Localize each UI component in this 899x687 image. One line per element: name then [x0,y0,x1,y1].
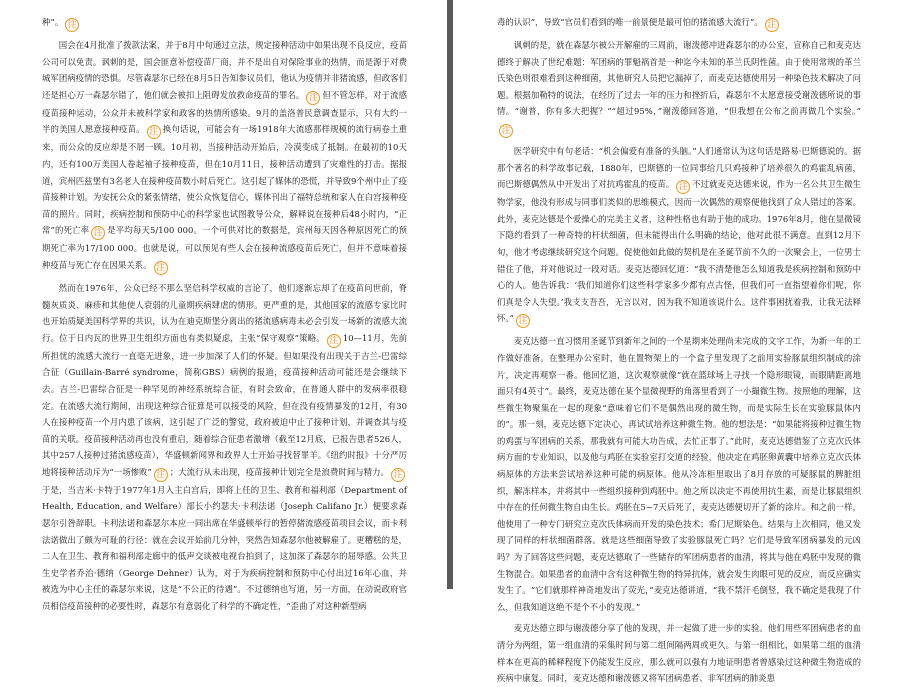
paragraph-text: 讽刺的是，就在森瑟尔被公开解雇的三周前，谢泼德冲进森瑟尔的办公室，宣称自己和麦克达德终于解决了世纪难题：军团病的罪魁祸首是一种迄今未知的革兰氏阴性菌。由于使用常规的革兰氏染色则很难看到这种细菌，其他研究人员把它漏掉了，而麦克达德使用另一种染色技术解决了问题。根据加勒特的说法，在经历了过去一年的压力和挫折后，森瑟尔不太愿意接受谢泼德所说的事情。“谢普，你有多大把握？”“超过95%，”谢泼德回答道，“但我想在公布之前再做几个实验。” [497,40,861,117]
paragraph-text: 麦克达德一直习惯用圣诞节到新年之间的一个星期来处理尚未完成的文字工作，为新一年的工作做好准备。在整理办公室时，他在置物架上的一个盒子里发现了之前用实验豚鼠组织制成的涂片，决定再观察一番。他回忆道，这次观察就像“就在篮球场上寻找一个隐形眼镜，而眼睛距离地面只有4英寸”。最终，麦克达德在某个显微视野的角落里看到了一小撮微生物。按照他的理解，这些微生物聚集在一起的现象“意味着它们不是偶然出现的微生物，而是实际生长在实验豚鼠体内的”。那一刻，麦克达德下定决心，再试试培养这种微生物。他的想法是：“如果能将接种过微生物的鸡蛋与军团病的关系，那我就有可能大功告成，去忙正事了。”此时，麦克达德借鉴了立克次氏体病方面的专业知识，以及他与鸡胚在实验室打交道的经验，他决定在鸡胚卵黄囊中培养立克次氏体病原体的方法来尝试培养这种可能的病原体。他从冷冻柜里取出了8月存放的可疑豚鼠的脾脏组织，解冻样本，并将其中一些组织接种到鸡胚中。他之所以决定不再使用抗生素，而是让豚鼠组织中存在的任何微生物自由生长。鸡胚在5~7天后死了，麦克达德便切开了新的涂片。和之前一样，他使用了一种专门研究立克次氏体病而开发的染色技术；希门尼斯染色。结果与上次相同，他又发现了同样的杆状细菌群落。就是这些细菌导致了实验豚鼠死亡吗？它们是导致军团病暴发的元凶吗？为了回答这些问题，麦克达德取了一些储存的军团病患者的血清，将其与他在鸡胚中发现的微生物混合。如果患者的血清中含有这种微生物的特异抗体，就会发生肉眼可见的反应，而反应确实发生了。“它们就那样神奇地发出了荧光，”麦克达德讲道，“我不禁汗毛倒竖，我不确定是我现了什么，但我知道这绝不是个不小的发现。” [497,336,861,612]
paragraph-text: 不过就麦克达德来说，作为一名公共卫生微生物学家，他没有形成与同事们类似的思维模式，因而一次偶然的观察便他找到了众人错过的答案。此外，麦克达德是个爱操心的完美主义者，这种性格也有助于他的成功。1976年8月，他在显微镜下隐约看到了一种奇特的杆状细菌，但未能得出什么明确的结论，他对此很不满意。直到12月下旬，他才考虑继续研究这个问题。促使他如此做的契机是在圣诞节前不久的一次聚会上，一位男士错住了他，并对他说过一段对话。麦克达德回忆道：“我不清楚他怎么知道我是疾病控制和预防中心的人。他告诉我：‘我们知道你们这些科学家多少都有点古怪，但我们可一直指望着你们呢，你们真是令人失望。’我支支吾吾，无言以对，因为我不知道该说什么。这件事困扰着我，让我无法释怀。” [497,179,861,324]
paragraph-text: 是平均每天5/100 000。一个可供对比的数据是，宾州每天因各种原因死亡的预期死亡率为17/100 000。也就是说，可以预见有些人会在接种流感疫苗后死亡，但并不意味着接种疫苗与死亡存在因果关系。 [42,225,407,270]
paragraph-text: 但不管怎样，对于流感疫苗接种运动，公众并未被科学家和政客的热情所感染。9月的盖洛普民意调查显示，只有大约一半的美国人愿意接种疫苗。 [42,89,407,135]
paragraph-text: 医学研究中有句老话：“机会偏爱有准备的头脑。”人们通常认为这句话是路易·巴斯德说的。据那个著名的科学故事记载，1880年，巴斯德的一位同事给几只鸡接种了培养很久的鸡霍乱病菌，而巴斯德偶然从中开发出了对抗鸡霍乱的疫苗。 [497,145,861,190]
paragraph-text: 麦克达德立即与谢泼德分享了他的发现，并一起做了进一步的实验。他们用些军团病患者的血清分为两组，第一组血清的采集时间与第二组间隔两周或更久。与第一组相比，如果第二组的血清样本在更高的稀释程度下仍能发生反应，那么就可以强有力地证明患者曾感染过这种微生物造成的疾病中康复。同时，麦克达德和谢泼德又将军团病患者、非军团病的肺炎患 [497,623,861,684]
paragraph-text: 10—11月，先前所担忧的流感大流行一直毫无进象，进一步加深了人们的怀疑。但如果没有出现关于吉兰-巴雷综合征（Guillain-Barré syndrome，简称GBS）病例的报道，疫苗接种活动可能还是会继续下去。吉兰-巴雷综合征是一种罕见的神经系统综合征，有时会致命，在普通人群中的发病率很稳定。在流感大流行期间，出现这种综合征算是可以接受的风险，但在没有疫情暴发的12月，有30人在接种疫苗一个月内患了该病，这引起了广泛的警觉，政府被迫中止了接种计划，并调查其与疫苗的关联。疫苗接种活动再也没有重启，随着综合征患者激增（截至12月底，已报告患者526人，其中257人接种过猪流感疫苗），华盛顿新闻界和政界人士开始寻找替罪羊。《纽约时报》十分严厉地将接种活动斥为“一场惨败” [42,332,408,477]
body-paragraph [497,37,861,138]
footnote-icon[interactable]: 注 [765,18,779,32]
footnote-icon[interactable]: 注 [676,180,690,194]
paragraph-text: 毒的认识”，导致“官员们看到的唯一前景便是最可怕的猪流感大流行”。 [497,17,763,27]
body-paragraph [497,14,861,32]
paragraph-text: 种”。 [42,17,64,27]
body-paragraph [42,37,407,275]
footnote-icon[interactable]: 注 [499,124,513,138]
right-page [453,0,899,684]
footnote-icon[interactable]: 注 [154,261,168,275]
paragraph-text: ；大流行从未出现，疫苗接种计划完全是浪费时间与精力。 [169,466,389,477]
body-paragraph [42,280,407,615]
left-page [0,0,447,612]
footnote-icon[interactable]: 注 [147,125,161,139]
footnote-icon[interactable]: 注 [327,334,341,348]
footnote-icon[interactable]: 注 [65,18,79,32]
paragraph-text: 国会在4月批准了拨款法案，并于8月中旬通过立法，规定接种活动中如果出现不良反应，疫苗公司可以免责。讽刺的是，国会匪意补偿疫苗厂商，并不是出自对保险事业的热情，而是源于对费城军团病疫情的恐惧。尽管森瑟尔已经在8月5日告知参议员们，他认为疫情并非猪流感，但政客们还是担心万一森瑟尔错了，他们就会被扣上阻碍发放救命疫苗的罪名。 [42,40,407,100]
footnote-icon[interactable]: 注 [391,468,405,482]
footnote-icon[interactable]: 注 [154,468,168,482]
body-paragraph [497,333,861,615]
footnote-icon[interactable]: 注 [306,91,320,105]
paragraph-text: 然而在1976年，公众已经不那么坚信科学权威的言论了，他们逐渐忘却了在疫苗问世前，脊髓灰质炎、麻疹和其他使人衰弱的儿童期疾病肆虐的情形。更严重的是，其他国家的流感专家比时也开始质疑美国科学界的共识，认为在迪克斯堡分离出的猪流感病毒未必会引发一场新的流感大流行。位于日内瓦的世界卫生组织方面也有类似疑虑，主张“保守观察”策略。 [42,282,407,343]
paragraph-text: 换句话说，可能会有一场1918年大流感那样规模的流行病卷土重来，而公众的反应却是不屑一顾。10月初，当接种活动开始后，冷漠变成了抵制。在最初的10天内，还有100万美国人卷起袖子接种疫苗，但在10月11日，接种活动遭到了灾难性的打击。据报道，宾州匹兹堡有3名老人在接种疫苗数小时后死亡。这引起了媒体的恐慌，并导致9个州中止了疫苗接种计划。为安抚公众的紧张情绪，使公众恢复信心，媒体刊出了福特总统和家人在白宫接种疫苗的照片。同时，疾病控制和预防中心的科学家也试图教导公众，解释说在接种后48小时内，“正常”的死亡率 [42,124,408,236]
paragraph-text: 于是，当吉米·卡特于1977年1月入主白宫后，即将上任的卫生、教育和福利部（Department of Health, Education, and Welfare）部长小约瑟夫·卡利法诺（Joseph Califano Jr.）便要求森瑟尔引咎辞职。卡利法诺和森瑟尔本应一同出席在华盛顿举行的暂停猪流感疫苗项目会议，而卡利法诺做出了颇为可耻的行径：就在会议开始前几分钟，突然告知森瑟尔他被解雇了。更糟糕的是，二人在卫生、教育和福利部走廊中的低声交谈被电视台拍到了，这加深了森瑟尔的屈辱感。公共卫生史学者乔治·德纳（George Dehner）认为，对于为疾病控制和预防中心付出过16年心血，并被选为中心主任的森瑟尔来说，这是“不公正的待遇”。不过德纳也写道，另一方面，在动说政府官员相信疫苗接种的必要性时，森瑟尔有意弱化了科学的不确定性，“歪曲了对这种新型病 [42,484,407,612]
body-paragraph [42,14,407,32]
body-paragraph [497,143,861,328]
footnote-icon[interactable]: 注 [91,226,105,240]
footnote-icon[interactable]: 注 [516,314,530,328]
body-paragraph [497,620,861,686]
